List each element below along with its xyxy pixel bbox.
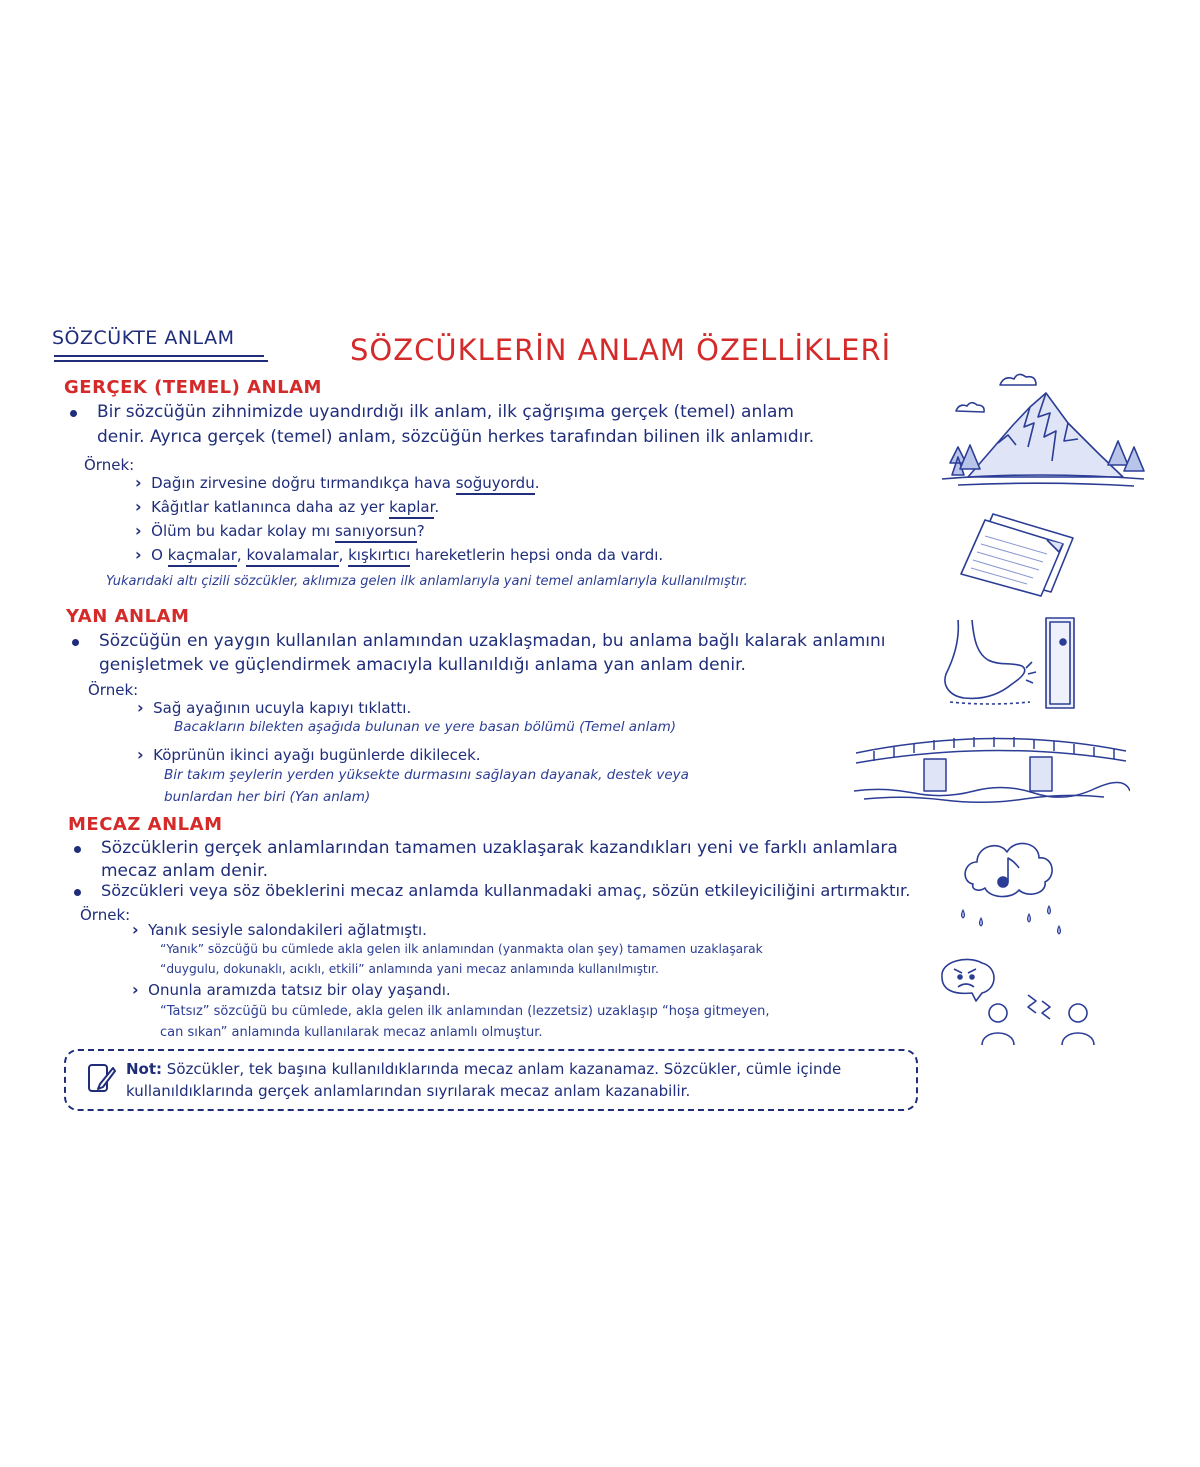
yan-ornek-label: Örnek:	[88, 681, 139, 699]
chevron-right-icon: ›	[137, 745, 144, 764]
yan-example-2: › Köprünün ikinci ayağı bugünlerde dikilecek.	[137, 745, 481, 764]
yan-example-1-note: Bacakların bilekten aşağıda bulunan ve yere basan bölümü (Temel anlam)	[174, 719, 677, 735]
yan-example-2-note-2: bunlardan her biri (Yan anlam)	[164, 789, 371, 805]
section-tag-underline	[52, 351, 272, 365]
chevron-right-icon: ›	[132, 920, 139, 939]
gercek-summary: Yukarıdaki altı çizili sözcükler, aklımıza gelen ilk anlamlarıyla yani temel anlamlarıyla kullanılmıştır.	[106, 574, 748, 589]
chevron-right-icon: ›	[132, 980, 139, 999]
yan-example-2-note-1: Bir takım şeylerin yerden yüksekte durmasını sağlayan dayanak, destek veya	[164, 767, 689, 783]
yan-example-1: › Sağ ayağının ucuyla kapıyı tıklattı.	[137, 698, 412, 717]
mecaz-ornek-label: Örnek:	[80, 906, 131, 924]
note-label: Not:	[126, 1060, 163, 1078]
yan-definition-2: genişletmek ve güçlendirmek amacıyla kullanıldığı anlama yan anlam denir.	[99, 655, 746, 675]
chevron-right-icon: ›	[135, 473, 142, 492]
note-box	[64, 1049, 918, 1111]
gercek-example-3: › Ölüm bu kadar kolay mı sanıyorsun?	[135, 520, 425, 542]
yan-heading: YAN ANLAM	[66, 606, 190, 627]
papers-icon	[955, 508, 1085, 598]
mecaz-example-2: › Onunla aramızda tatsız bir olay yaşandı.	[132, 980, 451, 999]
gercek-example-4: › O kaçmalar, kovalamalar, kışkırtıcı hareketlerin hepsi onda da vardı.	[135, 544, 663, 566]
section-tag	[52, 327, 272, 365]
mecaz-example-2-note-1: “Tatsız” sözcüğü bu cümlede, akla gelen ilk anlamından (lezzetsiz) uzaklaşıp “hoşa gitmeyen,	[160, 1004, 770, 1019]
note-text-2: kullanıldıklarında gerçek anlamlarından sıyrılarak mecaz anlam kazanabilir.	[126, 1082, 691, 1100]
chevron-right-icon: ›	[137, 698, 144, 717]
mecaz-definition-3: Sözcükleri veya söz öbeklerini mecaz anlamda kullanmadaki amaç, sözün etkileyiciliğini artırmaktır.	[101, 881, 911, 900]
mecaz-definition-2: mecaz anlam denir.	[101, 861, 268, 881]
foot-door-icon	[930, 612, 1090, 712]
gercek-ornek-label: Örnek:	[84, 456, 135, 474]
chevron-right-icon: ›	[135, 521, 142, 540]
mecaz-definition-1: Sözcüklerin gerçek anlamlarından tamamen uzaklaşarak kazandıkları yeni ve farklı anlamlara	[101, 838, 898, 858]
chevron-right-icon: ›	[135, 545, 142, 564]
bullet-dot	[72, 639, 79, 646]
gercek-definition-1: Bir sözcüğün zihnimizde uyandırdığı ilk anlam, ilk çağrışıma gerçek (temel) anlam	[97, 402, 794, 422]
mountain-icon	[938, 365, 1148, 495]
pencil-note-icon	[86, 1062, 116, 1096]
gercek-example-1: › Dağın zirvesine doğru tırmandıkça hava soğuyordu.	[135, 472, 540, 494]
music-cloud-icon	[955, 832, 1075, 938]
chevron-right-icon: ›	[135, 497, 142, 516]
yan-definition-1: Sözcüğün en yaygın kullanılan anlamından uzaklaşmadan, bu anlama bağlı kalarak anlamını	[99, 631, 886, 651]
section-tag-label: SÖZCÜKTE ANLAM	[52, 327, 235, 349]
bullet-dot	[74, 846, 81, 853]
gercek-definition-2: denir. Ayrıca gerçek (temel) anlam, sözcüğün herkes tarafından bilinen ilk anlamıdır.	[97, 427, 815, 447]
note-text-1: Not: Sözcükler, tek başına kullanıldıklarında mecaz anlam kazanamaz. Sözcükler, cümle içinde	[126, 1060, 842, 1078]
mecaz-example-1: › Yanık sesiyle salondakileri ağlatmıştı.	[132, 920, 427, 939]
argument-icon	[932, 955, 1098, 1047]
mecaz-example-2-note-2: can sıkan” anlamında kullanılarak mecaz anlamlı olmuştur.	[160, 1025, 543, 1040]
mecaz-heading: MECAZ ANLAM	[68, 814, 223, 835]
mecaz-example-1-note-2: “duygulu, dokunaklı, acıklı, etkili” anlamında yani mecaz anlamında kullanılmıştır.	[160, 962, 659, 976]
gercek-heading: GERÇEK (TEMEL) ANLAM	[64, 377, 322, 398]
mecaz-example-1-note-1: “Yanık” sözcüğü bu cümlede akla gelen ilk anlamından (yanmakta olan şey) tamamen uzaklaşarak	[160, 942, 763, 956]
page-title: SÖZCÜKLERİN ANLAM ÖZELLİKLERİ	[350, 333, 892, 367]
gercek-example-2: › Kâğıtlar katlanınca daha az yer kaplar.	[135, 496, 439, 518]
bullet-dot	[74, 889, 81, 896]
bridge-icon	[854, 727, 1130, 805]
bullet-dot	[70, 410, 77, 417]
